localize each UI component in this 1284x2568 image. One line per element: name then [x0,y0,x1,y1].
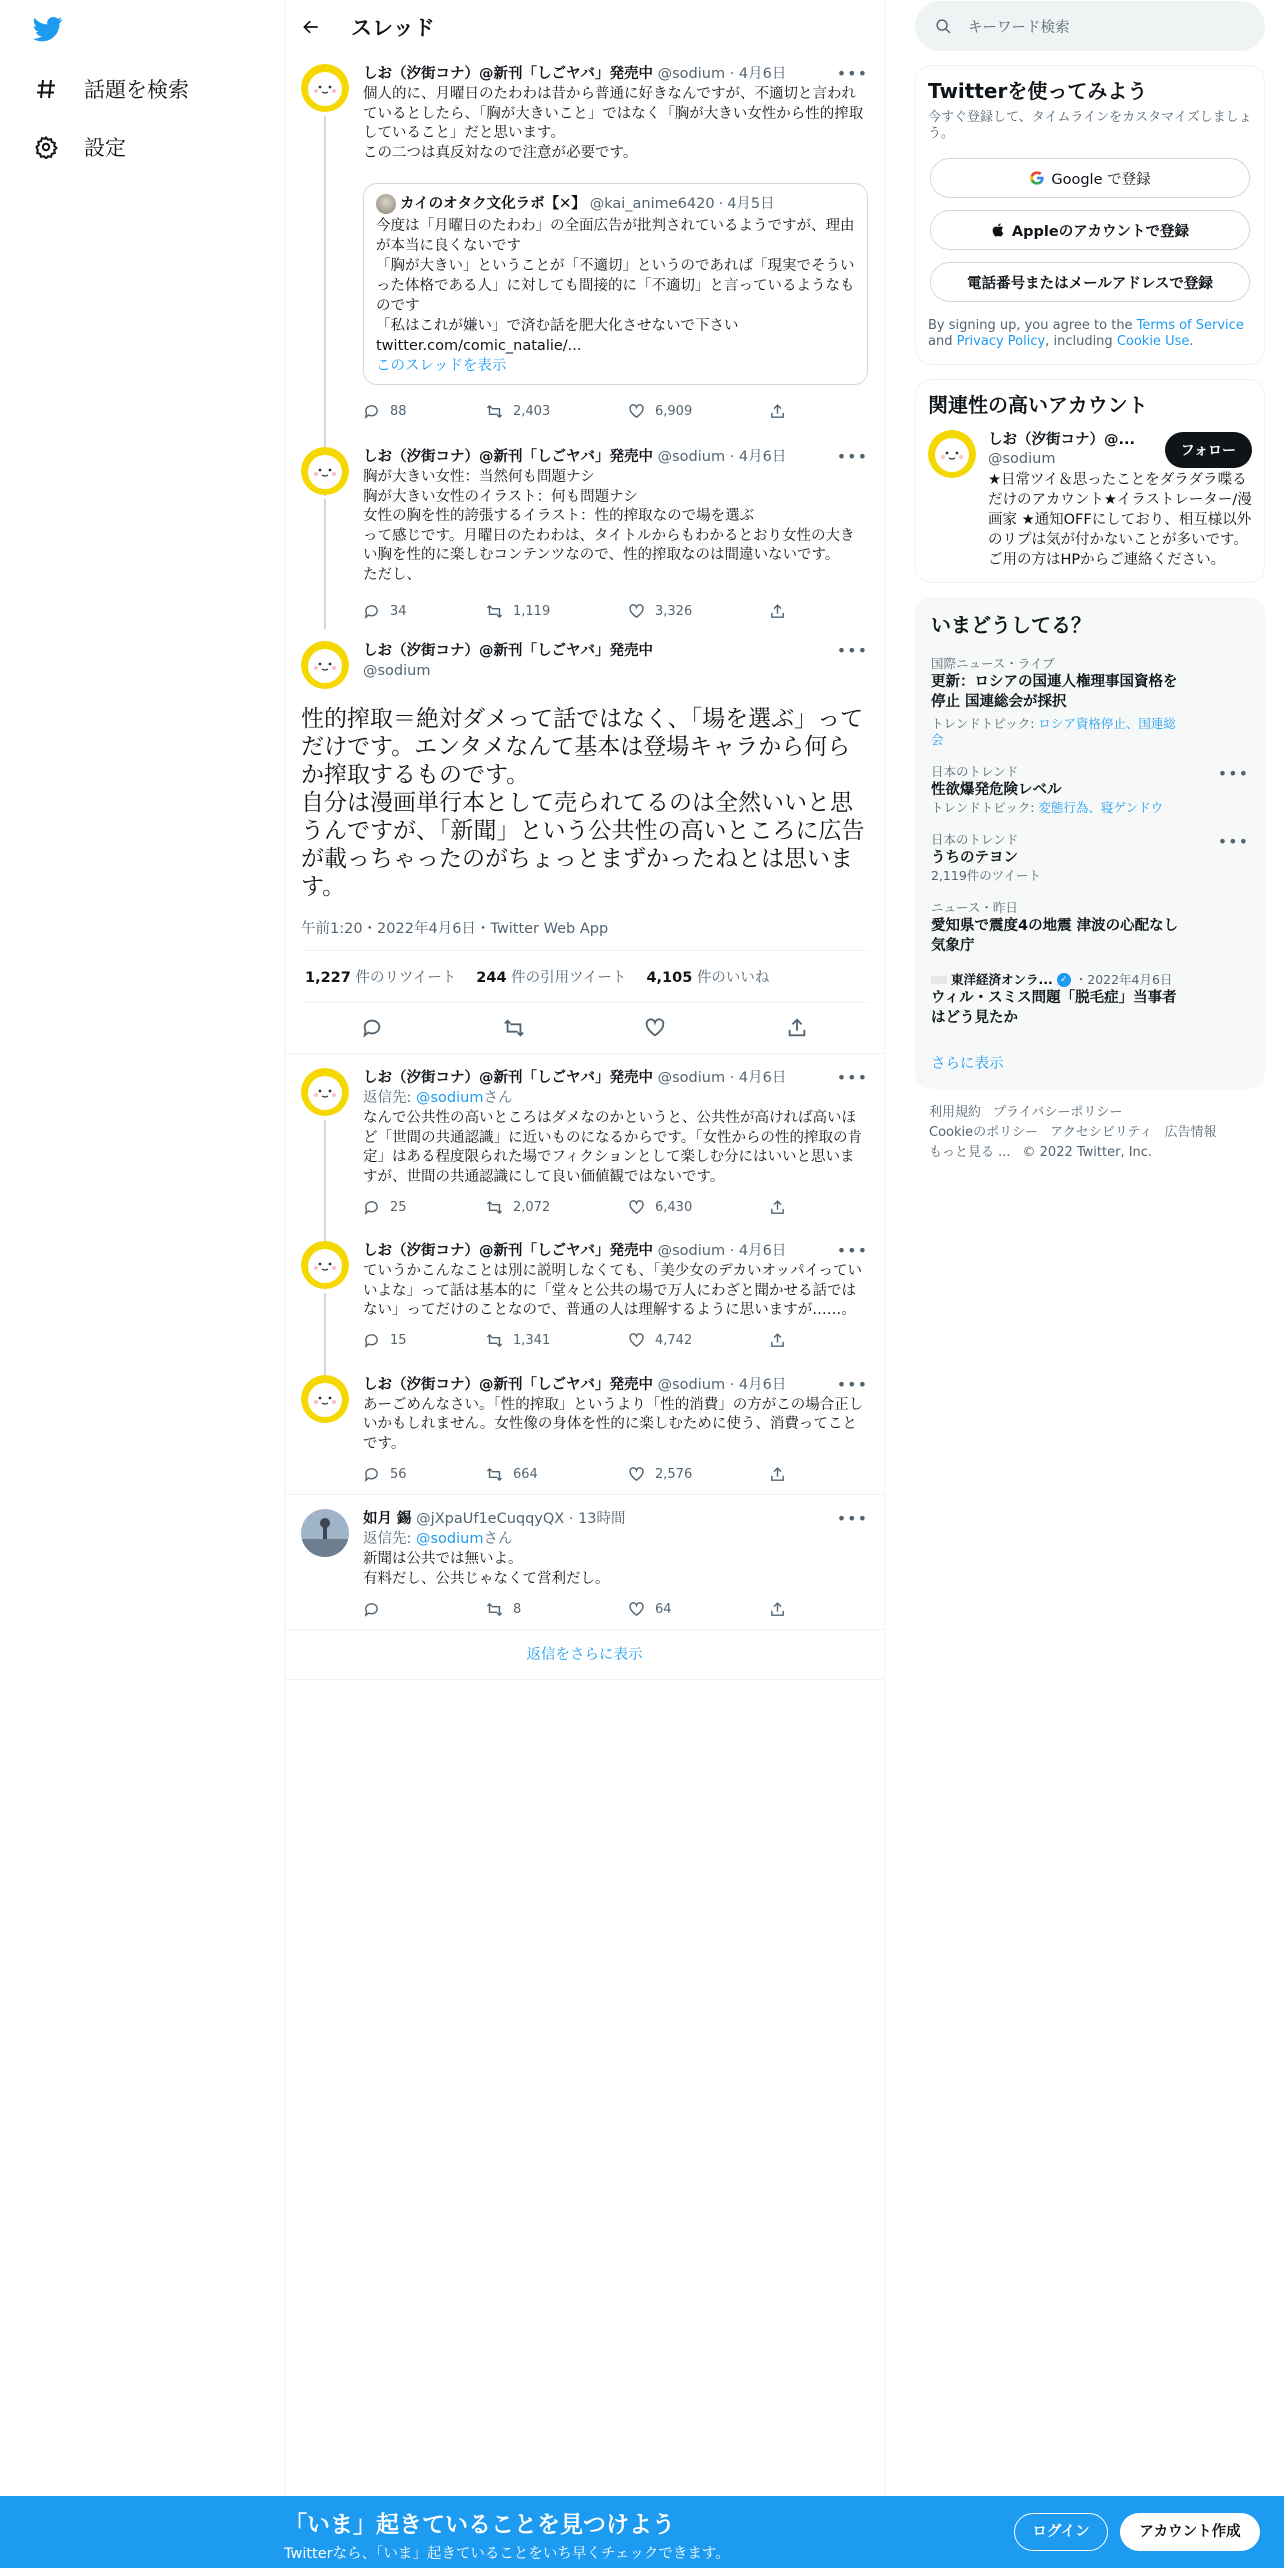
tweet-text: なんで公共性の高いところはダメなのかというと、公共性が高ければ高いほど「世間の共通認識」に近いものになるからです。「女性からの性的搾取の肯定」はある程度限られた場でフィクションとして楽しむ分にはいいと思いますが、世間の共通認識にして良い価値観ではないです。 [363,1110,862,1185]
handle[interactable]: @jXpaUf1eCuqqyQX [416,1511,565,1527]
avatar[interactable] [301,447,349,495]
reply-icon [363,1332,380,1349]
like-count: 4,742 [655,1333,693,1348]
reply-count: 56 [390,1466,407,1482]
reply-to-link[interactable]: @sodium [416,1090,484,1106]
avatar [376,194,396,214]
reply-to-line [363,1529,868,1549]
trend-item[interactable] [915,656,1265,748]
like-button[interactable] [628,1199,769,1216]
reply-icon [363,603,380,620]
hashtag-icon [34,77,58,101]
terms-and: and [928,334,957,349]
more-options-icon[interactable]: ••• [836,1241,868,1260]
tweet-actions [363,391,868,431]
search-box[interactable] [915,1,1265,51]
more-options-icon[interactable]: ••• [1217,764,1249,783]
reply-to-line [363,1088,868,1108]
nav-explore-label: 話題を検索 [84,78,189,102]
share-button[interactable] [769,1601,786,1618]
reply-button[interactable] [363,1199,486,1216]
apple-signup-button[interactable] [930,210,1250,250]
avatar[interactable] [301,1509,349,1557]
search-icon [935,18,952,35]
retweet-count: 2,072 [513,1199,551,1215]
reply-count: 15 [390,1333,407,1348]
focused-tweet [285,631,884,1053]
retweets-count: 1,227 [305,970,351,986]
like-count: 64 [655,1601,672,1617]
retweets-stat[interactable] [305,966,456,987]
likes-stat[interactable] [646,966,769,987]
trend-topic-prefix: トレンドトピック: [931,716,1039,731]
like-button[interactable] [628,1601,769,1618]
trend-topic[interactable]: ロシア資格停止、国連総会 [931,716,1176,747]
reply-icon [363,1466,380,1483]
source-date: ・2022年4月6日 [1074,972,1173,987]
likes-count: 4,105 [646,970,693,986]
terms-text [928,318,1252,350]
back-arrow-icon[interactable] [301,17,321,37]
tweet-actions [363,1454,868,1494]
reply-tweet[interactable] [285,1495,884,1630]
display-name[interactable]: 如月 錫 [363,1511,412,1527]
tweet-text: 胸が大きい女性：当然何も問題ナシ 胸が大きい女性のイラスト：何も問題ナシ 女性の胸を性的誇張するイラスト：性的搾取なので場を選ぶ って感じです。月曜日のたわわは、タイトルからもわかるとおり女性の大きい胸を性的に楽しむコンテンツなので、性的搾取なのは間違いないです。 ただし、 [363,469,855,583]
handle[interactable]: @sodium [657,66,726,82]
like-count: 6,430 [655,1199,693,1215]
nav-settings[interactable] [34,132,126,162]
timestamp[interactable]: 4月6日 [738,449,787,465]
trend-category: ニュース・昨日 [931,900,1018,915]
gear-icon [34,135,58,159]
handle[interactable]: @sodium [657,1070,726,1086]
tweet-header: 如月 錫 @jXpaUf1eCuqqyQX · 13時間 [363,1511,626,1527]
retweet-count: 2,403 [513,403,551,419]
share-button[interactable] [769,403,786,420]
like-count: 6,909 [655,403,693,419]
reply-tweet[interactable] [285,1361,884,1496]
focused-tweet-actions [301,1003,868,1053]
reply-icon [363,1601,380,1618]
trend-title: 愛知県で震度4の地震 津波の心配なし 気象庁 [931,918,1179,954]
more-options-icon[interactable]: ••• [836,1374,868,1394]
trends-title: いまどうしてる？ [931,613,1091,637]
search-input[interactable]: キーワード検索 [968,19,1070,36]
related-accounts-card [915,379,1265,583]
source-logo [931,976,947,984]
terms-including: , including [1045,334,1117,349]
reply-icon [363,403,380,420]
share-icon [769,1601,786,1618]
trend-source [931,972,1249,988]
twitter-logo-icon[interactable] [30,14,66,44]
share-icon [769,1466,786,1483]
show-more-replies-link[interactable]: 返信をさらに表示 [285,1630,884,1680]
like-button[interactable] [628,1466,769,1483]
bottom-bar-title: 「いま」起きていることを見つけよう [284,2512,675,2538]
tweet-header: しお（汐街コナ）@新刊「しごヤバ」発売中 @sodium · 4月6日 [363,449,787,465]
share-icon [769,1199,786,1216]
reply-to-suffix: さん [483,1531,513,1547]
avatar[interactable] [301,1241,349,1289]
handle[interactable]: @sodium [657,449,726,465]
thread-tweet[interactable] [285,54,884,431]
signup-title: Twitterを使ってみよう [928,79,1148,103]
heart-icon[interactable] [644,1017,666,1039]
reply-button[interactable] [363,1332,486,1349]
retweet-button[interactable] [486,1601,628,1618]
terms-end: . [1189,334,1194,349]
like-button[interactable] [628,403,769,420]
cookie-link[interactable]: Cookie Use [1116,334,1190,349]
share-icon[interactable] [786,1017,808,1039]
footer-link[interactable]: 広告情報 [1164,1125,1217,1140]
reply-tweet[interactable] [285,1054,884,1227]
retweet-count: 1,119 [513,603,551,619]
trend-title: 更新：ロシアの国連人権理事国資格を停止 国連総会が採択 [931,674,1178,710]
retweet-button[interactable] [486,1466,628,1483]
tweet-timestamp[interactable]: 午前1:20・2022年4月6日・Twitter Web App [301,917,868,951]
reply-count: 34 [390,603,407,619]
tweet-text: 新聞は公共では無いよ。 有料だし、公共じゃなくて営利だし。 [363,1551,610,1587]
tweet-header: しお（汐街コナ）@新刊「しごヤバ」発売中 @sodium · 4月6日 [363,1070,787,1086]
reply-count: 88 [390,403,407,419]
trend-title: うちのテヨン [931,850,1018,866]
related-account[interactable] [928,430,1252,570]
quotes-count: 244 [476,970,507,986]
phone-email-signup-button[interactable] [930,262,1250,302]
display-name[interactable]: しお（汐街コナ）@新刊「しごヤバ」発売中 [363,1070,653,1086]
nav-explore[interactable] [34,74,189,104]
heart-icon [628,603,645,620]
heart-icon [628,403,645,420]
source-name: 東洋経済オンラ... [951,972,1053,987]
google-signup-label: Google で登録 [1051,171,1151,188]
share-icon [769,1332,786,1349]
quoted-tweet-text: 今度は「月曜日のたわわ」の全面広告が批判されているようですが、理由が本当に良くないです 「胸が大きい」ということが「不適切」というのであれば「現実でそういった体格である人」に対しても間接的に「不適切」と言っているようなものです 「私はこれが嫌い」で済む話を肥大化させないで下さい twitter.com/comic_natalie/... [376,218,855,354]
retweet-button[interactable] [486,1199,628,1216]
retweet-button[interactable] [486,403,628,420]
related-account-handle[interactable]: @sodium [988,451,1056,467]
footer-link[interactable]: もっと見る ... [929,1145,1011,1160]
thread-tweet[interactable] [285,431,884,631]
related-account-name[interactable]: しお（汐街コナ）@... [988,432,1136,448]
footer-link[interactable]: 利用規約 [929,1105,982,1120]
retweet-icon [486,1466,503,1483]
retweet-count: 664 [513,1466,538,1482]
retweet-icon [486,603,503,620]
display-name[interactable]: しお（汐街コナ）@新刊「しごヤバ」発売中 [363,643,653,659]
trend-tweet-count: 2,119件のツイート [931,868,1041,883]
handle[interactable]: @sodium [363,663,431,679]
display-name[interactable]: しお（汐街コナ）@新刊「しごヤバ」発売中 [363,1243,653,1259]
display-name[interactable]: しお（汐街コナ）@新刊「しごヤバ」発売中 [363,1376,653,1393]
more-options-icon[interactable]: ••• [836,447,868,466]
tweet-actions [363,1321,868,1361]
trend-topic-prefix: トレンドトピック: [931,800,1039,815]
thread-connector [324,499,326,629]
tweet-header: しお（汐街コナ）@新刊「しごヤバ」発売中 @sodium · 4月6日 [363,66,787,82]
trend-title: ウィル・スミス問題「脱毛症」当事者はどう見たか [931,990,1177,1026]
tweet-text: あーごめんなさい。「性的搾取」というより「性的消費」の方がこの場合正しいかもしれません。女性像の身体を性的に楽しむために使う、消費ってことです。 [363,1396,864,1452]
reply-count: 25 [390,1199,407,1215]
more-options-icon[interactable]: ••• [836,64,868,83]
reply-icon[interactable] [361,1017,383,1039]
avatar[interactable] [301,64,349,112]
reply-to-prefix: 返信先: [363,1531,416,1547]
footer-link[interactable]: アクセシビリティ [1050,1125,1153,1140]
handle[interactable]: @sodium [657,1376,726,1393]
terms-link[interactable]: Terms of Service [1136,318,1244,333]
like-button[interactable] [628,603,769,620]
signup-card [915,65,1265,365]
avatar[interactable] [301,641,349,689]
reply-button[interactable] [363,1601,486,1618]
related-title: 関連性の高いアカウント [928,393,1148,417]
verified-badge-icon: ✓ [1057,973,1071,987]
retweet-count: 1,341 [513,1333,551,1348]
tweet-actions [363,1187,868,1227]
trend-topic[interactable]: 変態行為、寝ゲンドウ [1038,800,1164,815]
heart-icon [628,1332,645,1349]
nav-settings-label: 設定 [84,136,126,160]
left-nav [0,0,284,2568]
reply-to-suffix: さん [483,1090,513,1106]
footer-link[interactable]: Cookieのポリシー [929,1125,1039,1140]
reply-button[interactable] [363,603,486,620]
reply-tweet[interactable] [285,1227,884,1361]
tweet-actions [363,1589,868,1629]
avatar[interactable] [301,1068,349,1116]
handle[interactable]: @sodium [657,1243,726,1259]
tweet-header: しお（汐街コナ）@新刊「しごヤバ」発売中 @sodium · 4月6日 [363,1243,787,1259]
retweet-icon [486,1332,503,1349]
timestamp: 4月5日 [727,196,775,212]
likes-label: 件のいいね [696,970,770,986]
quoted-tweet-header: カイのオタク文化ラボ【✕】 @kai_anime6420 · 4月5日 [376,194,855,214]
tweet-text: 個人的に、月曜日のたわわは昔から普通に好きなんですが、不適切と言われているとしたら、「胸が大きいこと」ではなく「胸が大きい女性から性的搾取していること」だと思います。 この二つは真反対なので注意が必要です。 [363,86,864,161]
focused-tweet-header [301,641,868,691]
share-button[interactable] [769,1466,786,1483]
share-button[interactable] [769,603,786,620]
more-options-icon[interactable]: ••• [836,1068,868,1087]
copyright: © 2022 Twitter, Inc. [1022,1145,1153,1160]
retweet-count: 8 [513,1601,522,1617]
related-account-bio: ★日常ツイ＆思ったことをダラダラ喋るだけのアカウント★イラストレーター/漫画家 ★通知OFFにしており、相互様以外のリプは気が付かないことが多いです。ご用の方はHPからご連絡ください。 [988,472,1252,568]
timestamp[interactable]: 4月6日 [738,1376,787,1393]
display-name[interactable]: しお（汐街コナ）@新刊「しごヤバ」発売中 [363,449,653,465]
trend-item[interactable] [915,972,1265,1028]
timestamp[interactable]: 4月6日 [738,1070,787,1086]
avatar[interactable] [928,430,976,478]
reply-icon [363,1199,380,1216]
reply-button[interactable] [363,1466,486,1483]
tweet-stats [301,951,868,1003]
share-button[interactable] [769,1199,786,1216]
heart-icon [628,1466,645,1483]
reply-to-link[interactable]: @sodium [416,1531,484,1547]
focused-tweet-text: 性的搾取＝絶対ダメって話ではなく、「場を選ぶ」ってだけです。エンタメなんて基本は登場キャラから何らか搾取するものです。 自分は漫画単行本として売られてるのは全然いいと思うんですが、「新聞」という公共性の高いところに広告が載っちゃったのがちょっとまずかったねとは思います。 [301,706,865,900]
footer-link[interactable]: プライバシーポリシー [993,1105,1123,1120]
trend-category: 日本のトレンド [931,832,1019,847]
bottom-bar-subtitle: Twitterなら、「いま」起きていることをいち早くチェックできます。 [284,2546,730,2562]
tweet-header: しお（汐街コナ）@新刊「しごヤバ」発売中 @sodium · 4月6日 [363,1376,787,1393]
trend-category: 日本のトレンド [931,764,1019,779]
avatar[interactable] [301,1375,349,1423]
trend-item[interactable] [915,832,1265,884]
heart-icon [628,1601,645,1618]
bottom-signup-bar [0,2496,1284,2568]
like-count: 2,576 [655,1466,693,1482]
apple-icon [991,222,1006,238]
like-count: 3,326 [655,603,693,619]
quotes-stat[interactable] [476,966,626,987]
page-title: スレッド [351,16,435,40]
timestamp[interactable]: 4月6日 [738,1243,787,1259]
tweet-actions [363,591,868,631]
retweet-icon [486,1199,503,1216]
show-more-trends-link[interactable]: さらに表示 [931,1056,1004,1072]
signup-subtitle: 今すぐ登録して、タイムラインをカスタマイズしましょう。 [928,110,1252,141]
retweets-label: 件のリツイート [355,970,457,986]
reply-to-prefix: 返信先: [363,1090,416,1106]
share-icon [769,603,786,620]
display-name: カイのオタク文化ラボ【✕】 [400,196,586,212]
login-button[interactable]: ログイン [1014,2513,1108,2551]
follow-button[interactable]: フォロー [1165,432,1252,468]
privacy-link[interactable]: Privacy Policy [956,334,1046,349]
right-sidebar [915,0,1265,1177]
reply-button[interactable] [363,403,486,420]
retweet-button[interactable] [486,603,628,620]
trend-category: 国際ニュース・ライブ [931,656,1055,671]
trend-title: 性欲爆発危険レベル [931,782,1062,798]
retweet-icon [486,403,503,420]
share-button[interactable] [769,1332,786,1349]
quotes-label: 件の引用ツイート [511,970,627,986]
tweet-text: ていうかこんなことは別に説明しなくても、「美少女のデカいオッパイっていいよな」って話は基本的に「堂々と公共の場で万人にわざと聞かせる話ではない」ってだけのことなので、普通の人は理解するように思いますが……。 [363,1263,862,1318]
trend-item[interactable] [915,900,1265,956]
apple-signup-label: Appleのアカウントで登録 [1011,223,1190,240]
footer-links [915,1089,1265,1177]
thread-column [284,0,885,2500]
retweet-icon[interactable] [503,1017,525,1039]
timestamp[interactable]: 13時間 [578,1511,626,1527]
like-button[interactable] [628,1332,769,1349]
google-signup-button[interactable] [930,158,1250,198]
show-thread-link[interactable]: このスレッドを表示 [376,358,507,374]
heart-icon [628,1199,645,1216]
trends-card [915,597,1265,1089]
more-options-icon[interactable]: ••• [836,641,868,660]
retweet-icon [486,1601,503,1618]
timestamp[interactable]: 4月6日 [738,66,787,82]
more-options-icon[interactable]: ••• [836,1509,868,1528]
google-icon [1029,170,1045,186]
phone-email-signup-label: 電話番号またはメールアドレスで登録 [967,275,1213,292]
thread-header [285,0,884,54]
display-name[interactable]: しお（汐街コナ）@新刊「しごヤバ」発売中 [363,66,653,82]
trend-item[interactable] [915,764,1265,816]
more-options-icon[interactable]: ••• [1217,832,1249,851]
retweet-button[interactable] [486,1332,628,1349]
share-icon [769,403,786,420]
quoted-tweet[interactable] [363,183,868,385]
terms-prefix: By signing up, you agree to the [928,318,1137,333]
handle: @kai_anime6420 [589,196,715,212]
signup-button[interactable]: アカウント作成 [1120,2513,1260,2551]
